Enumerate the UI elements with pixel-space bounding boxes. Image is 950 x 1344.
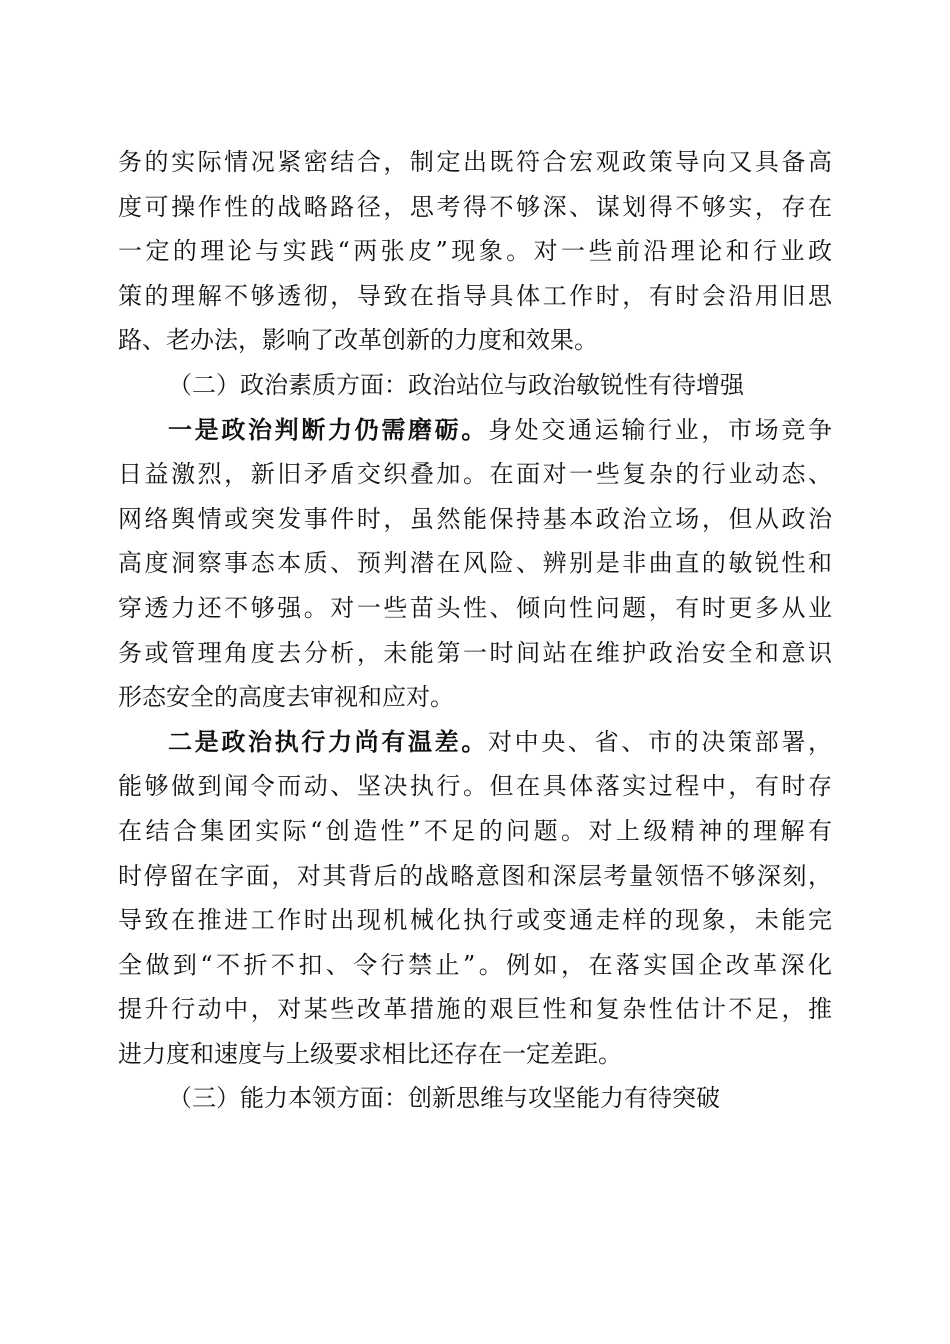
paragraph-line: 策的理解不够透彻，导致在指导具体工作时，有时会沿用旧思: [118, 281, 832, 310]
paragraph-line: [118, 720, 832, 765]
section-heading: （三）能力本领方面：创新思维与攻坚能力有待突破: [168, 1084, 720, 1113]
paragraph-text: 身处交通运输行业，市场竞争: [488, 415, 832, 444]
paragraph-line: 务或管理角度去分析，未能第一时间站在维护政治安全和意识: [118, 638, 832, 667]
paragraph-line: 形态安全的高度去审视和应对。: [118, 683, 454, 712]
paragraph-line: 路、老办法，影响了改革创新的力度和效果。: [118, 326, 598, 355]
paragraph-lead: 一是政治判断力仍需磨砺。: [168, 414, 488, 444]
paragraph-line: 时停留在字面，对其背后的战略意图和深层考量领悟不够深刻，: [118, 861, 832, 890]
paragraph-line: 务的实际情况紧密结合，制定出既符合宏观政策导向又具备高: [118, 148, 832, 176]
paragraph-line: 度可操作性的战略路径，思考得不够深、谋划得不够实，存在: [118, 192, 832, 221]
paragraph-line: 穿透力还不够强。对一些苗头性、倾向性问题，有时更多从业: [118, 593, 832, 622]
section-heading: （二）政治素质方面：政治站位与政治敏锐性有待增强: [168, 370, 744, 399]
paragraph-lead: 二是政治执行力尚有温差。: [168, 726, 488, 756]
paragraph-line: 一定的理论与实践“两张皮”现象。对一些前沿理论和行业政: [118, 237, 832, 266]
paragraph-line: 网络舆情或突发事件时，虽然能保持基本政治立场，但从政治: [118, 504, 832, 533]
paragraph-line: 高度洞察事态本质、预判潜在风险、辨别是非曲直的敏锐性和: [118, 549, 832, 578]
paragraph-line: 能够做到闻令而动、坚决执行。但在具体落实过程中，有时存: [118, 772, 832, 801]
document-body: [118, 140, 832, 1121]
paragraph-line: 进力度和速度与上级要求相比还存在一定差距。: [118, 1039, 622, 1068]
paragraph-line: 在结合集团实际“创造性”不足的问题。对上级精神的理解有: [118, 816, 832, 845]
paragraph-line: 提升行动中，对某些改革措施的艰巨性和复杂性估计不足，推: [118, 995, 832, 1024]
paragraph-line: 日益激烈，新旧矛盾交织叠加。在面对一些复杂的行业动态、: [118, 460, 832, 489]
paragraph-line: 全做到“不折不扣、令行禁止”。例如，在落实国企改革深化: [118, 950, 832, 979]
paragraph-line: [118, 408, 832, 453]
paragraph-text: 对中央、省、市的决策部署，: [488, 727, 832, 756]
paragraph-line: 导致在推进工作时出现机械化执行或变通走样的现象，未能完: [118, 906, 832, 935]
